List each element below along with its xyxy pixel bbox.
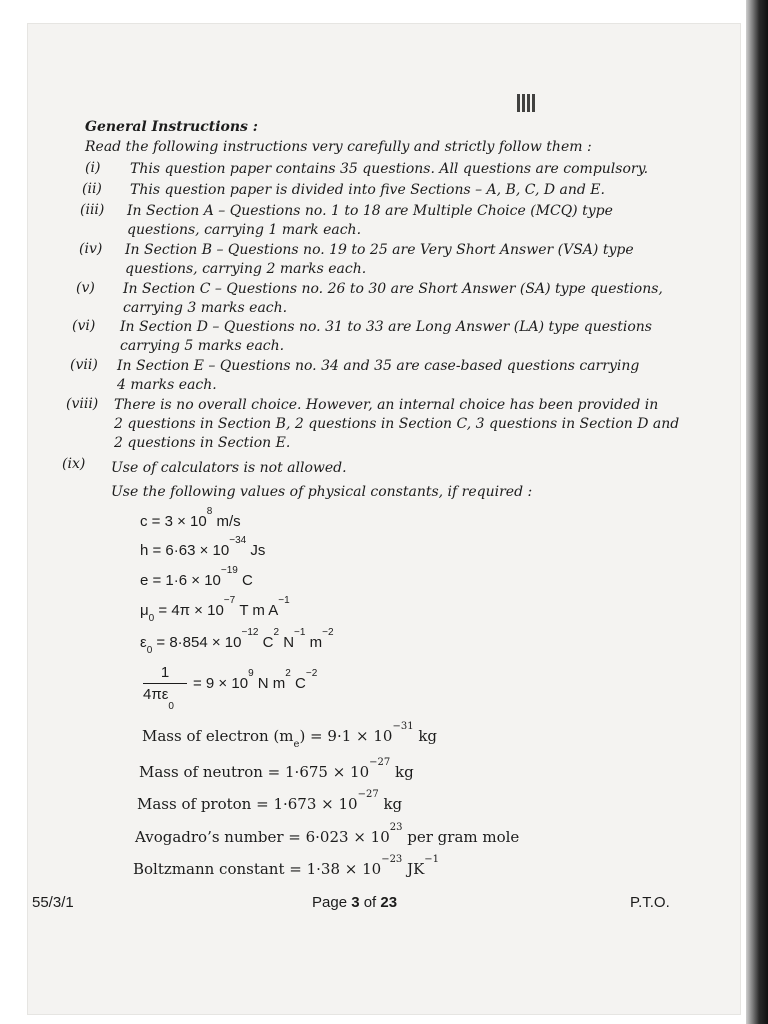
constant-h: $h = 6\cdot 63 \times 10^{-34}$ Js [140, 535, 266, 559]
page-number: Page 3 of 23 [312, 894, 398, 911]
page-edge-shadow [746, 0, 768, 1024]
fraction-denominator: $4\pi\varepsilon_0$ [143, 686, 174, 712]
item-number: (i) [85, 160, 101, 176]
mass-neutron: Mass of neutron = $1\cdot 675 \times 10^{-27}$ kg [139, 757, 414, 781]
constant-c: $c = 3 \times 10^8$ m/s [140, 506, 241, 530]
coulomb-value: = $9 \times 10^9$ N $m^2$ $C^{-2}$ [193, 668, 318, 692]
mass-electron: Mass of electron $(m_e) = 9\cdot 1 \times 10^{-31}$ kg [142, 721, 438, 750]
item-number: (iii) [80, 202, 105, 218]
item-number: (vi) [72, 318, 96, 334]
instructions-lead: Read the following instructions very carefully and strictly follow them : [85, 139, 592, 155]
instruction-item: There is no overall choice. However, an internal choice has been provided in 2 questions in Section B, 2 questions in Section C, 3 questions in Section D and 2 questions in Section E. [114, 397, 680, 451]
item-number: (vii) [70, 357, 98, 373]
pto-label: P.T.O. [630, 894, 670, 911]
instruction-item: This question paper contains 35 questions. All questions are compulsory. [130, 161, 649, 177]
instructions-heading: General Instructions : [85, 119, 258, 135]
constant-e: $e = 1\cdot 6 \times 10^{-19}$ C [140, 565, 253, 589]
instruction-item: Use of calculators is not allowed. Use the following values of physical constants, if required : [111, 460, 533, 500]
fraction-numerator: 1 [160, 664, 170, 681]
constant-mu0: $\mu_0 = 4\pi \times 10^{-7}$ T m $A^{-1}$ [140, 595, 290, 624]
instruction-item: In Section B – Questions no. 19 to 25 are Very Short Answer (VSA) type questions, carrying 2 marks each. [125, 242, 634, 277]
instruction-item: This question paper is divided into five Sections – A, B, C, D and E. [130, 182, 605, 198]
constant-eps0: $\varepsilon_0 = 8\cdot 854 \times 10^{-12}$ $C^2$ $N^{-1}$ $m^{-2}$ [140, 627, 334, 656]
instruction-item: In Section C – Questions no. 26 to 30 are Short Answer (SA) type questions, carrying 3 marks each. [123, 281, 663, 316]
boltzmann-constant: Boltzmann constant = $1\cdot 38 \times 10^{-23}$ $JK^{-1}$ [133, 854, 440, 878]
item-number: (iv) [79, 241, 103, 257]
item-number: (ii) [82, 181, 102, 197]
item-number: (ix) [62, 456, 86, 472]
mass-proton: Mass of proton = $1\cdot 673 \times 10^{-27}$ kg [137, 789, 403, 813]
fraction-bar [143, 683, 187, 684]
item-number: (viii) [66, 396, 99, 412]
qr-code-icon [517, 94, 537, 112]
paper-code: 55/3/1 [32, 894, 74, 911]
instruction-item: In Section A – Questions no. 1 to 18 are Multiple Choice (MCQ) type questions, carrying 1 mark each. [127, 203, 613, 238]
instruction-item: In Section E – Questions no. 34 and 35 are case-based questions carrying 4 marks each. [117, 358, 640, 393]
avogadro-number: Avogadro’s number = $6\cdot 023 \times 10^{23}$ per gram mole [135, 822, 520, 846]
item-number: (v) [76, 280, 95, 296]
instruction-item: In Section D – Questions no. 31 to 33 are Long Answer (LA) type questions carrying 5 marks each. [120, 319, 652, 354]
